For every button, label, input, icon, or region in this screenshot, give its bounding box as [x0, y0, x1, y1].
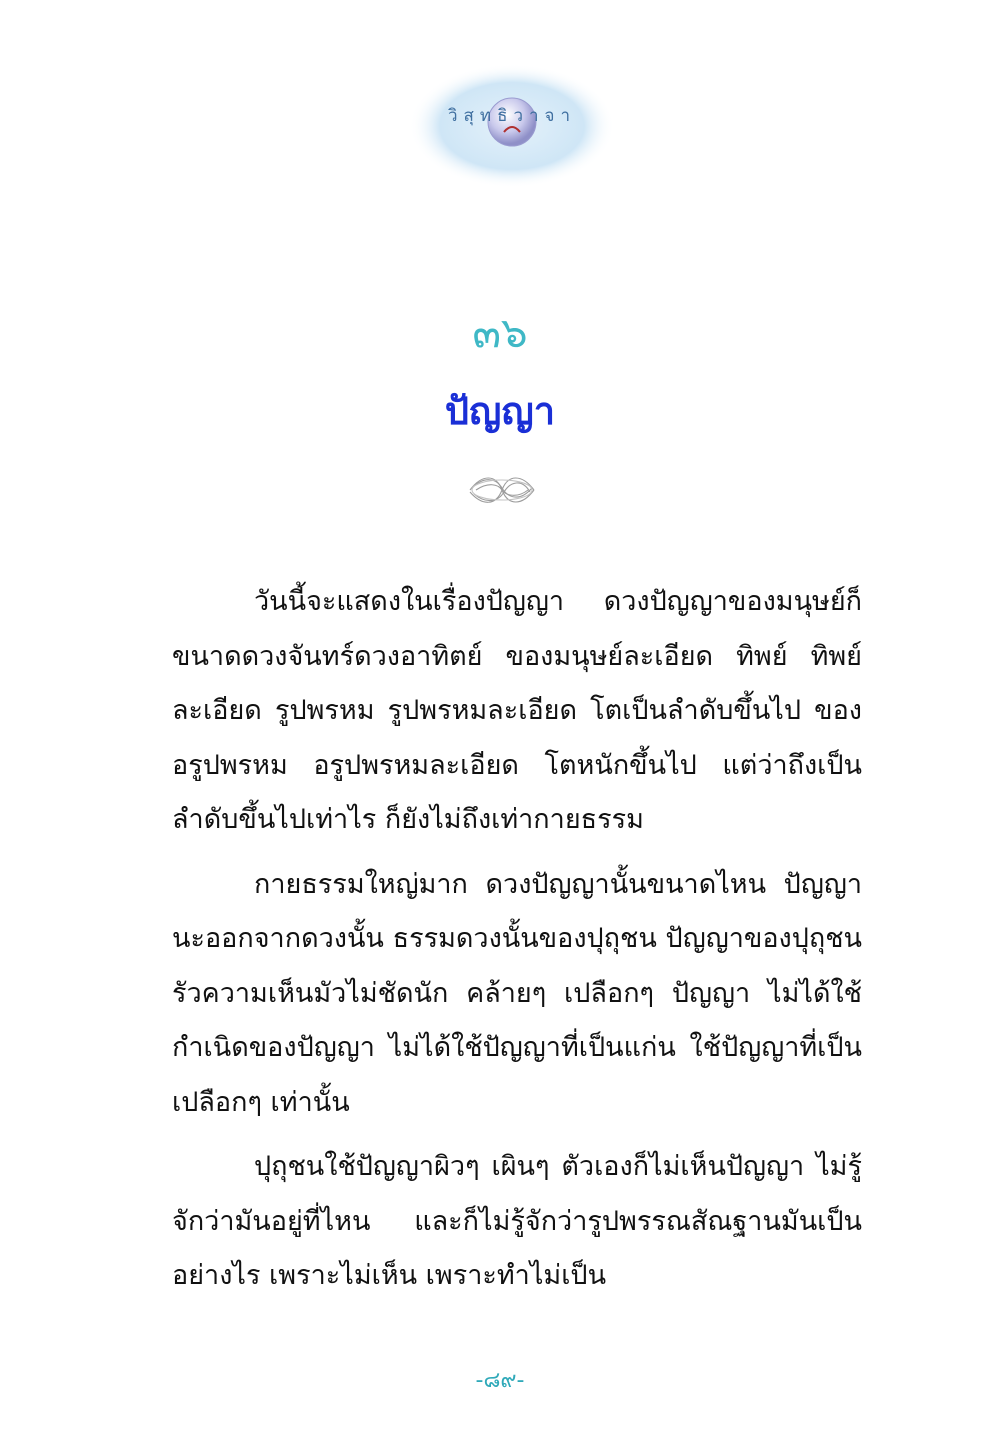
chapter-number: ๓๖ — [472, 308, 528, 357]
logo-text: วิสุทธิวาจา — [447, 106, 577, 126]
paragraph-2: กายธรรมใหญ่มาก ดวงปัญญานั้นขนาดไหน ปัญญานะออกจากดวงนั้น ธรรมดวงนั้นของปุถุชน ปัญญาของปุถุชนรัวความเห็นมัวไม่ชัดนัก คล้ายๆ เปลือกๆ ปัญญา ไม่ได้ใช้กำเนิดของปัญญา ไม่ได้ใช้ปัญญาที่เป็นแก่น ใช้ปัญญาที่เป็นเปลือกๆ เท่านั้น — [172, 868, 862, 1118]
swirl-ornament-icon — [462, 466, 542, 514]
header-logo — [408, 62, 616, 190]
paragraph-3: ปุถุชนใช้ปัญญาผิวๆ เผินๆ ตัวเองก็ไม่เห็นปัญญา ไม่รู้จักว่ามันอยู่ที่ไหน และก็ไม่รู้จักว่ารูปพรรณสัณฐานมันเป็นอย่างไร เพราะไม่เห็น เพราะทำไม่เป็น — [172, 1151, 862, 1291]
body-text — [172, 575, 862, 1314]
paragraph-1: วันนี้จะแสดงในเรื่องปัญญา ดวงปัญญาของมนุษย์ก็ขนาดดวงจันทร์ดวงอาทิตย์ ของมนุษย์ละเอียด ทิพย์ ทิพย์ละเอียด รูปพรหม รูปพรหมละเอียด โตเป็นลำดับขึ้นไป ของอรูปพรหม อรูปพรหมละเอียด โตหนักขึ้นไป แต่ว่าถึงเป็นลำดับขึ้นไปเท่าไร ก็ยังไม่ถึงเท่ากายธรรม — [172, 586, 862, 835]
page-number: -๘๙- — [475, 1368, 525, 1393]
chapter-title: ปัญญา — [444, 389, 556, 433]
